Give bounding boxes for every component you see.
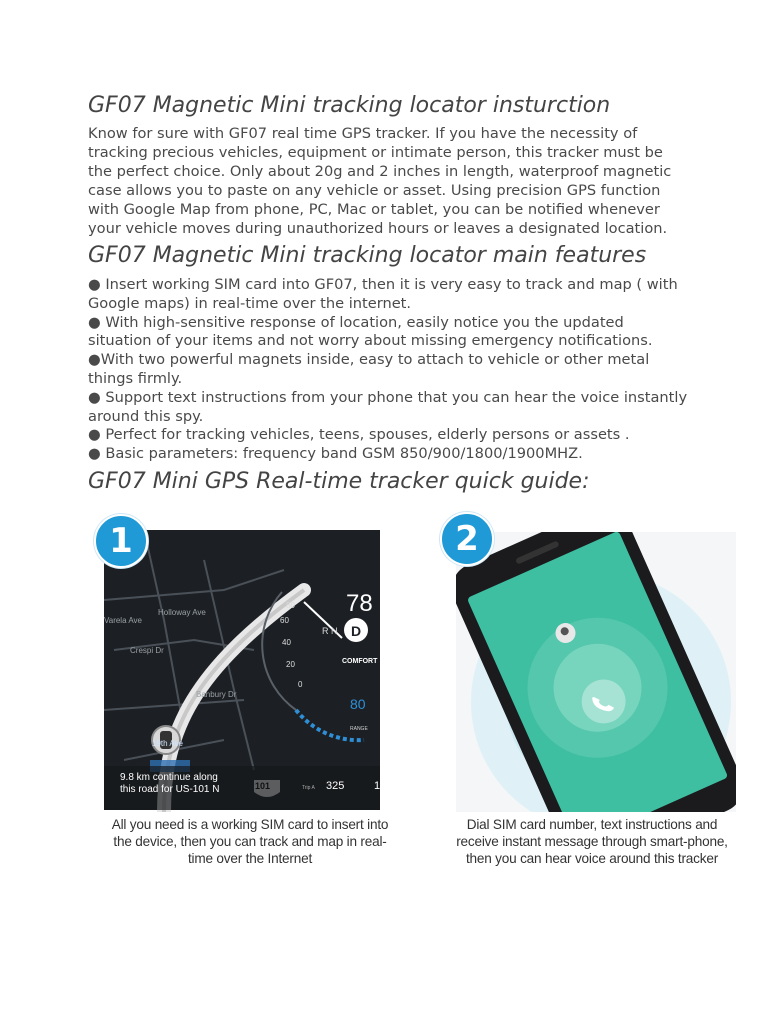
nav-instruction <box>120 772 250 796</box>
gauge-tick: 0 <box>298 680 303 689</box>
gauge-ticks <box>286 596 295 615</box>
step-2-figure <box>440 512 736 812</box>
feature-item: ● With high-sensitive response of location, easily notice you the updated situation of your items and not worry about missing emergency notifications. <box>88 313 653 350</box>
feature-item: ● Perfect for tracking vehicles, teens, spouses, elderly persons or assets . <box>88 426 630 444</box>
nav-distance: 9.8 km <box>120 772 151 783</box>
nav-text: this road for US-101 N <box>120 784 220 795</box>
feature-item: ● Insert working SIM card into GF07, then it is very easy to track and map ( with Google maps) in real-time over the internet. <box>88 276 678 312</box>
nav-text: continue along <box>152 772 218 783</box>
route-shield: 101 <box>255 781 271 791</box>
step-1-figure <box>94 510 384 810</box>
trip-extra: 1 <box>374 780 381 792</box>
feature-item: ●With two powerful magnets inside, easy to attach to vehicle or other metal things firmly. <box>88 351 650 387</box>
map-label-19th: 19th Ave <box>152 739 183 748</box>
document-page <box>88 92 688 496</box>
map-label-varela: Varela Ave <box>104 616 142 625</box>
speed-readout: 78 <box>346 590 373 617</box>
smartphone-call-image <box>456 532 736 812</box>
feature-item: ● Basic parameters: frequency band GSM 850/900/1800/1900MHZ. <box>88 445 583 463</box>
step-number-badge: 2 <box>440 512 494 566</box>
step-2-caption: Dial SIM card number, text instructions and receive instant message through smart-phone, then you can hear voice around this tracker <box>456 817 728 866</box>
map-label-banbury: Banbury Dr <box>196 690 237 699</box>
navigation-dashboard-image <box>104 530 392 812</box>
heading-features: GF07 Magnetic Mini tracking locator main features <box>88 243 647 268</box>
feature-item: ● Support text instructions from your phone that you can hear the voice instantly around this spy. <box>88 388 688 425</box>
step-1-caption: All you need is a working SIM card to insert into the device, then you can track and map in real-time over the Internet <box>111 817 389 866</box>
features-list <box>88 276 688 464</box>
gauge-tick: 60 <box>280 616 289 625</box>
gauge-tick: 80 <box>286 601 295 610</box>
gear-letters: R N <box>322 626 338 636</box>
range-value: 80 <box>350 696 366 712</box>
heading-guide: GF07 Mini GPS Real-time tracker quick guide: <box>88 468 590 494</box>
gauge-tick: 40 <box>282 638 291 647</box>
range-label: RANGE <box>350 726 368 732</box>
trip-value: 325 <box>326 780 345 792</box>
gauge-tick: 20 <box>286 660 295 669</box>
map-label-holloway: Holloway Ave <box>158 608 206 617</box>
drive-mode: COMFORT <box>342 658 378 665</box>
trip-label: Trip A <box>302 785 315 791</box>
heading-instruction: GF07 Magnetic Mini tracking locator insturction <box>88 93 611 118</box>
gear-indicator: D <box>351 623 362 639</box>
intro-paragraph: Know for sure with GF07 real time GPS tracker. If you have the necessity of tracking precious vehicles, equipment or intimate person, this tracker must be the perfect choice. Only about 20g and 2 inches in length, waterproof magnetic case allows you to paste on any vehicle or asset. Using precision GPS function with Google Map from phone, PC, Mac or tablet, you can be notified whenever your vehicle moves during unauthorized hours or leaves a designated location. <box>88 125 672 237</box>
step-number-badge: 1 <box>94 514 148 568</box>
map-label-crespi: Crespi Dr <box>130 646 164 655</box>
